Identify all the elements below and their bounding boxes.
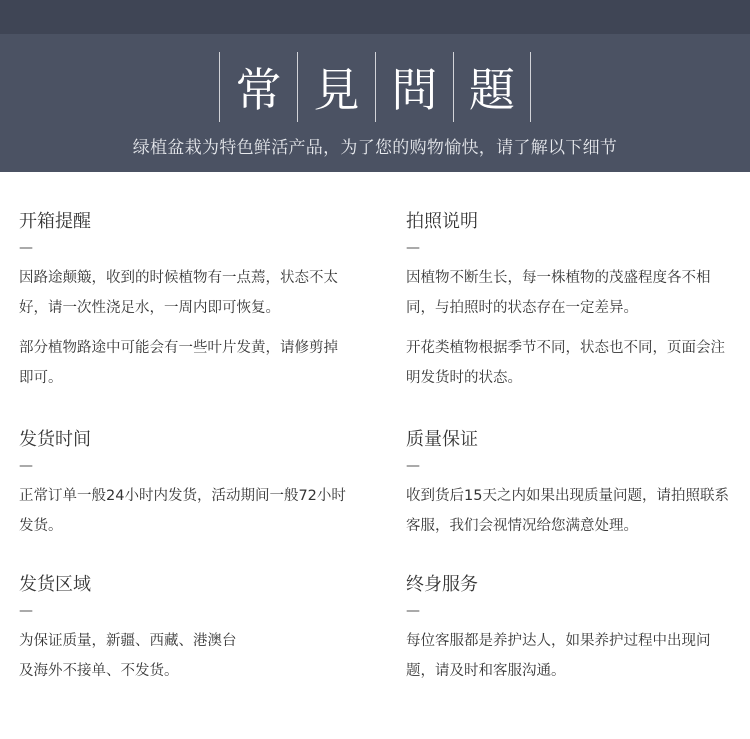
section-unboxing bbox=[19, 209, 349, 393]
section-divider: — bbox=[406, 240, 420, 256]
section-quality-guarantee bbox=[406, 427, 736, 541]
section-shipping-time bbox=[19, 427, 349, 541]
section-text: 为保证质量，新疆、西藏、港澳台及海外不接单、不发货。 bbox=[19, 633, 237, 679]
section-title: 发货时间 bbox=[19, 429, 91, 450]
section-divider: — bbox=[406, 603, 420, 619]
section-title: 质量保证 bbox=[406, 429, 478, 450]
section-divider: — bbox=[19, 603, 33, 619]
title-char: 常 bbox=[219, 52, 297, 122]
header-top-strip bbox=[0, 0, 750, 34]
section-divider: — bbox=[406, 458, 420, 474]
section-title: 开箱提醒 bbox=[19, 211, 91, 232]
section-title: 拍照说明 bbox=[406, 211, 478, 232]
page-subtitle: 绿植盆栽为特色鲜活产品，为了您的购物愉快，请了解以下细节 bbox=[132, 138, 618, 158]
page-title bbox=[219, 52, 531, 122]
section-text: 正常订单一般24小时内发货，活动期间一般72小时发货。 bbox=[19, 488, 346, 534]
header-banner bbox=[0, 0, 750, 172]
section-text: 因植物不断生长，每一株植物的茂盛程度各不相同，与拍照时的状态存在一定差异。 bbox=[406, 270, 711, 316]
section-divider: — bbox=[19, 458, 33, 474]
section-text: 每位客服都是养护达人，如果养护过程中出现问题，请及时和客服沟通。 bbox=[406, 633, 711, 679]
section-photo-note bbox=[406, 209, 736, 393]
section-text: 部分植物路途中可能会有一些叶片发黄，请修剪掉即可。 bbox=[19, 340, 338, 386]
section-text: 收到货后15天之内如果出现质量问题，请拍照联系客服，我们会视情况给您满意处理。 bbox=[406, 488, 729, 534]
section-shipping-area bbox=[19, 572, 349, 686]
section-text: 开花类植物根据季节不同，状态也不同，页面会注明发货时的状态。 bbox=[406, 340, 725, 386]
section-text: 因路途颠簸，收到的时候植物有一点蔫，状态不太好，请一次性浇足水，一周内即可恢复。 bbox=[19, 270, 338, 316]
section-title: 发货区域 bbox=[19, 574, 91, 595]
section-title: 终身服务 bbox=[406, 574, 478, 595]
title-char: 問 bbox=[375, 52, 453, 122]
section-lifetime-service bbox=[406, 572, 736, 686]
section-divider: — bbox=[19, 240, 33, 256]
title-char: 見 bbox=[297, 52, 375, 122]
title-char: 題 bbox=[453, 52, 531, 122]
